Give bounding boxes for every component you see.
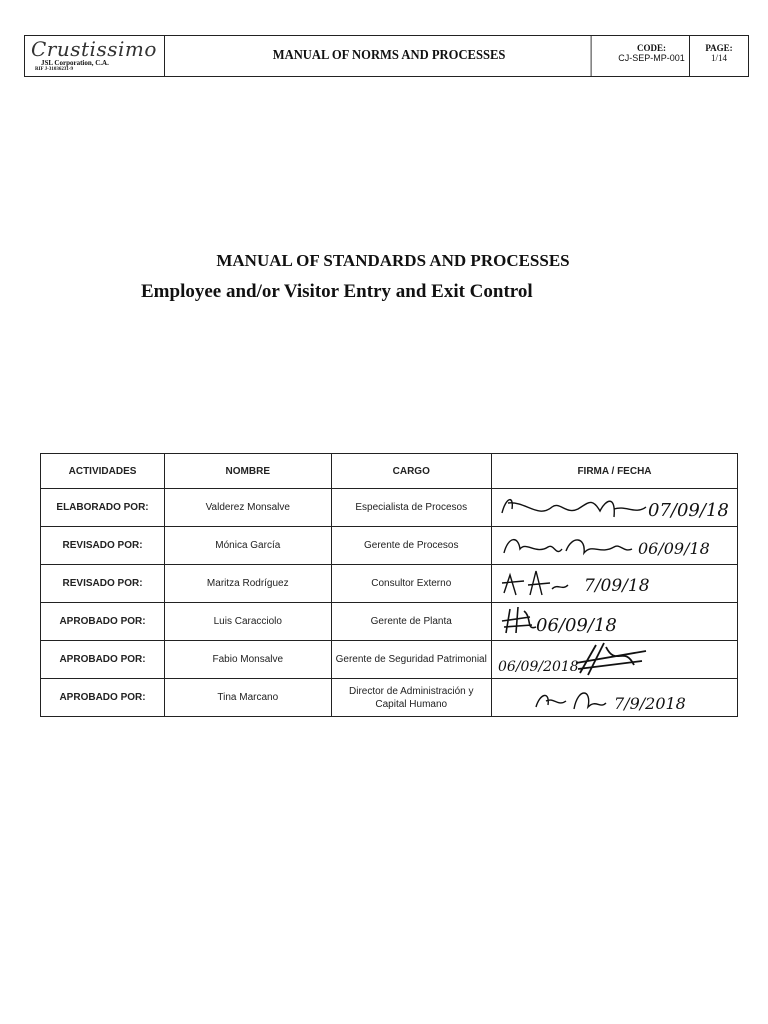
- signature-date: 7/09/18: [583, 576, 650, 596]
- activity-cell: ELABORADO POR:: [41, 489, 165, 527]
- document-header: [24, 35, 749, 77]
- signature-date: 7/9/2018: [613, 694, 686, 713]
- signature-cell: [491, 641, 737, 679]
- company-name: JSL Corporation, C.A.: [41, 59, 109, 67]
- signature-cell: [491, 565, 737, 603]
- activity-cell: REVISADO POR:: [41, 527, 165, 565]
- activity-cell: APROBADO POR:: [41, 603, 165, 641]
- position-cell: Gerente de Seguridad Patrimonial: [331, 641, 491, 679]
- table-row: [41, 489, 738, 527]
- table-row: [41, 641, 738, 679]
- name-cell: Mónica García: [165, 527, 331, 565]
- position-cell: Director de Administración y Capital Humano: [331, 679, 491, 717]
- page-value: 1/14: [710, 53, 727, 63]
- header-page-cell: [690, 36, 748, 76]
- signature-date: 06/09/2018: [497, 659, 579, 675]
- logo-wordmark: Crustissimo: [31, 37, 157, 61]
- handwritten-signature: [496, 679, 733, 716]
- company-rif: RIF J-31036231-9: [35, 67, 74, 72]
- activity-cell: REVISADO POR:: [41, 565, 165, 603]
- table-row: [41, 679, 738, 717]
- column-header: NOMBRE: [165, 454, 331, 489]
- handwritten-signature: [496, 527, 733, 564]
- signature-cell: [491, 603, 737, 641]
- page-label: PAGE:: [705, 43, 733, 53]
- handwritten-signature: [496, 603, 733, 640]
- signature-cell: [491, 527, 737, 565]
- activity-cell: APROBADO POR:: [41, 641, 165, 679]
- position-cell: Especialista de Procesos: [331, 489, 491, 527]
- signature-cell: [491, 679, 737, 717]
- code-label: CODE:: [637, 43, 666, 53]
- name-cell: Valderez Monsalve: [165, 489, 331, 527]
- signature-cell: [491, 489, 737, 527]
- company-logo: [25, 36, 165, 76]
- column-header: CARGO: [331, 454, 491, 489]
- handwritten-signature: [496, 641, 733, 678]
- signature-date: 06/09/18: [637, 539, 710, 558]
- document-title: MANUAL OF STANDARDS AND PROCESSES: [216, 251, 570, 270]
- approvals-table: [40, 453, 738, 717]
- table-row: [41, 603, 738, 641]
- position-cell: Gerente de Planta: [331, 603, 491, 641]
- signature-date: 06/09/18: [535, 615, 617, 636]
- header-code-cell: [614, 36, 690, 76]
- signature-date: 07/09/18: [647, 500, 729, 521]
- column-header: FIRMA / FECHA: [491, 454, 737, 489]
- document-subtitle: Employee and/or Visitor Entry and Exit Control: [141, 281, 533, 302]
- table-row: [41, 527, 738, 565]
- name-cell: Maritza Rodríguez: [165, 565, 331, 603]
- position-cell: Gerente de Procesos: [331, 527, 491, 565]
- activity-cell: APROBADO POR:: [41, 679, 165, 717]
- name-cell: Fabio Monsalve: [165, 641, 331, 679]
- name-cell: Luis Caracciolo: [165, 603, 331, 641]
- handwritten-signature: [496, 565, 733, 602]
- header-title: MANUAL OF NORMS AND PROCESSES: [187, 36, 591, 76]
- column-header: ACTIVIDADES: [41, 454, 165, 489]
- name-cell: Tina Marcano: [165, 679, 331, 717]
- handwritten-signature: [496, 489, 733, 526]
- code-value: CJ-SEP-MP-001: [618, 53, 685, 63]
- table-header-row: [41, 454, 738, 489]
- table-row: [41, 565, 738, 603]
- position-cell: Consultor Externo: [331, 565, 491, 603]
